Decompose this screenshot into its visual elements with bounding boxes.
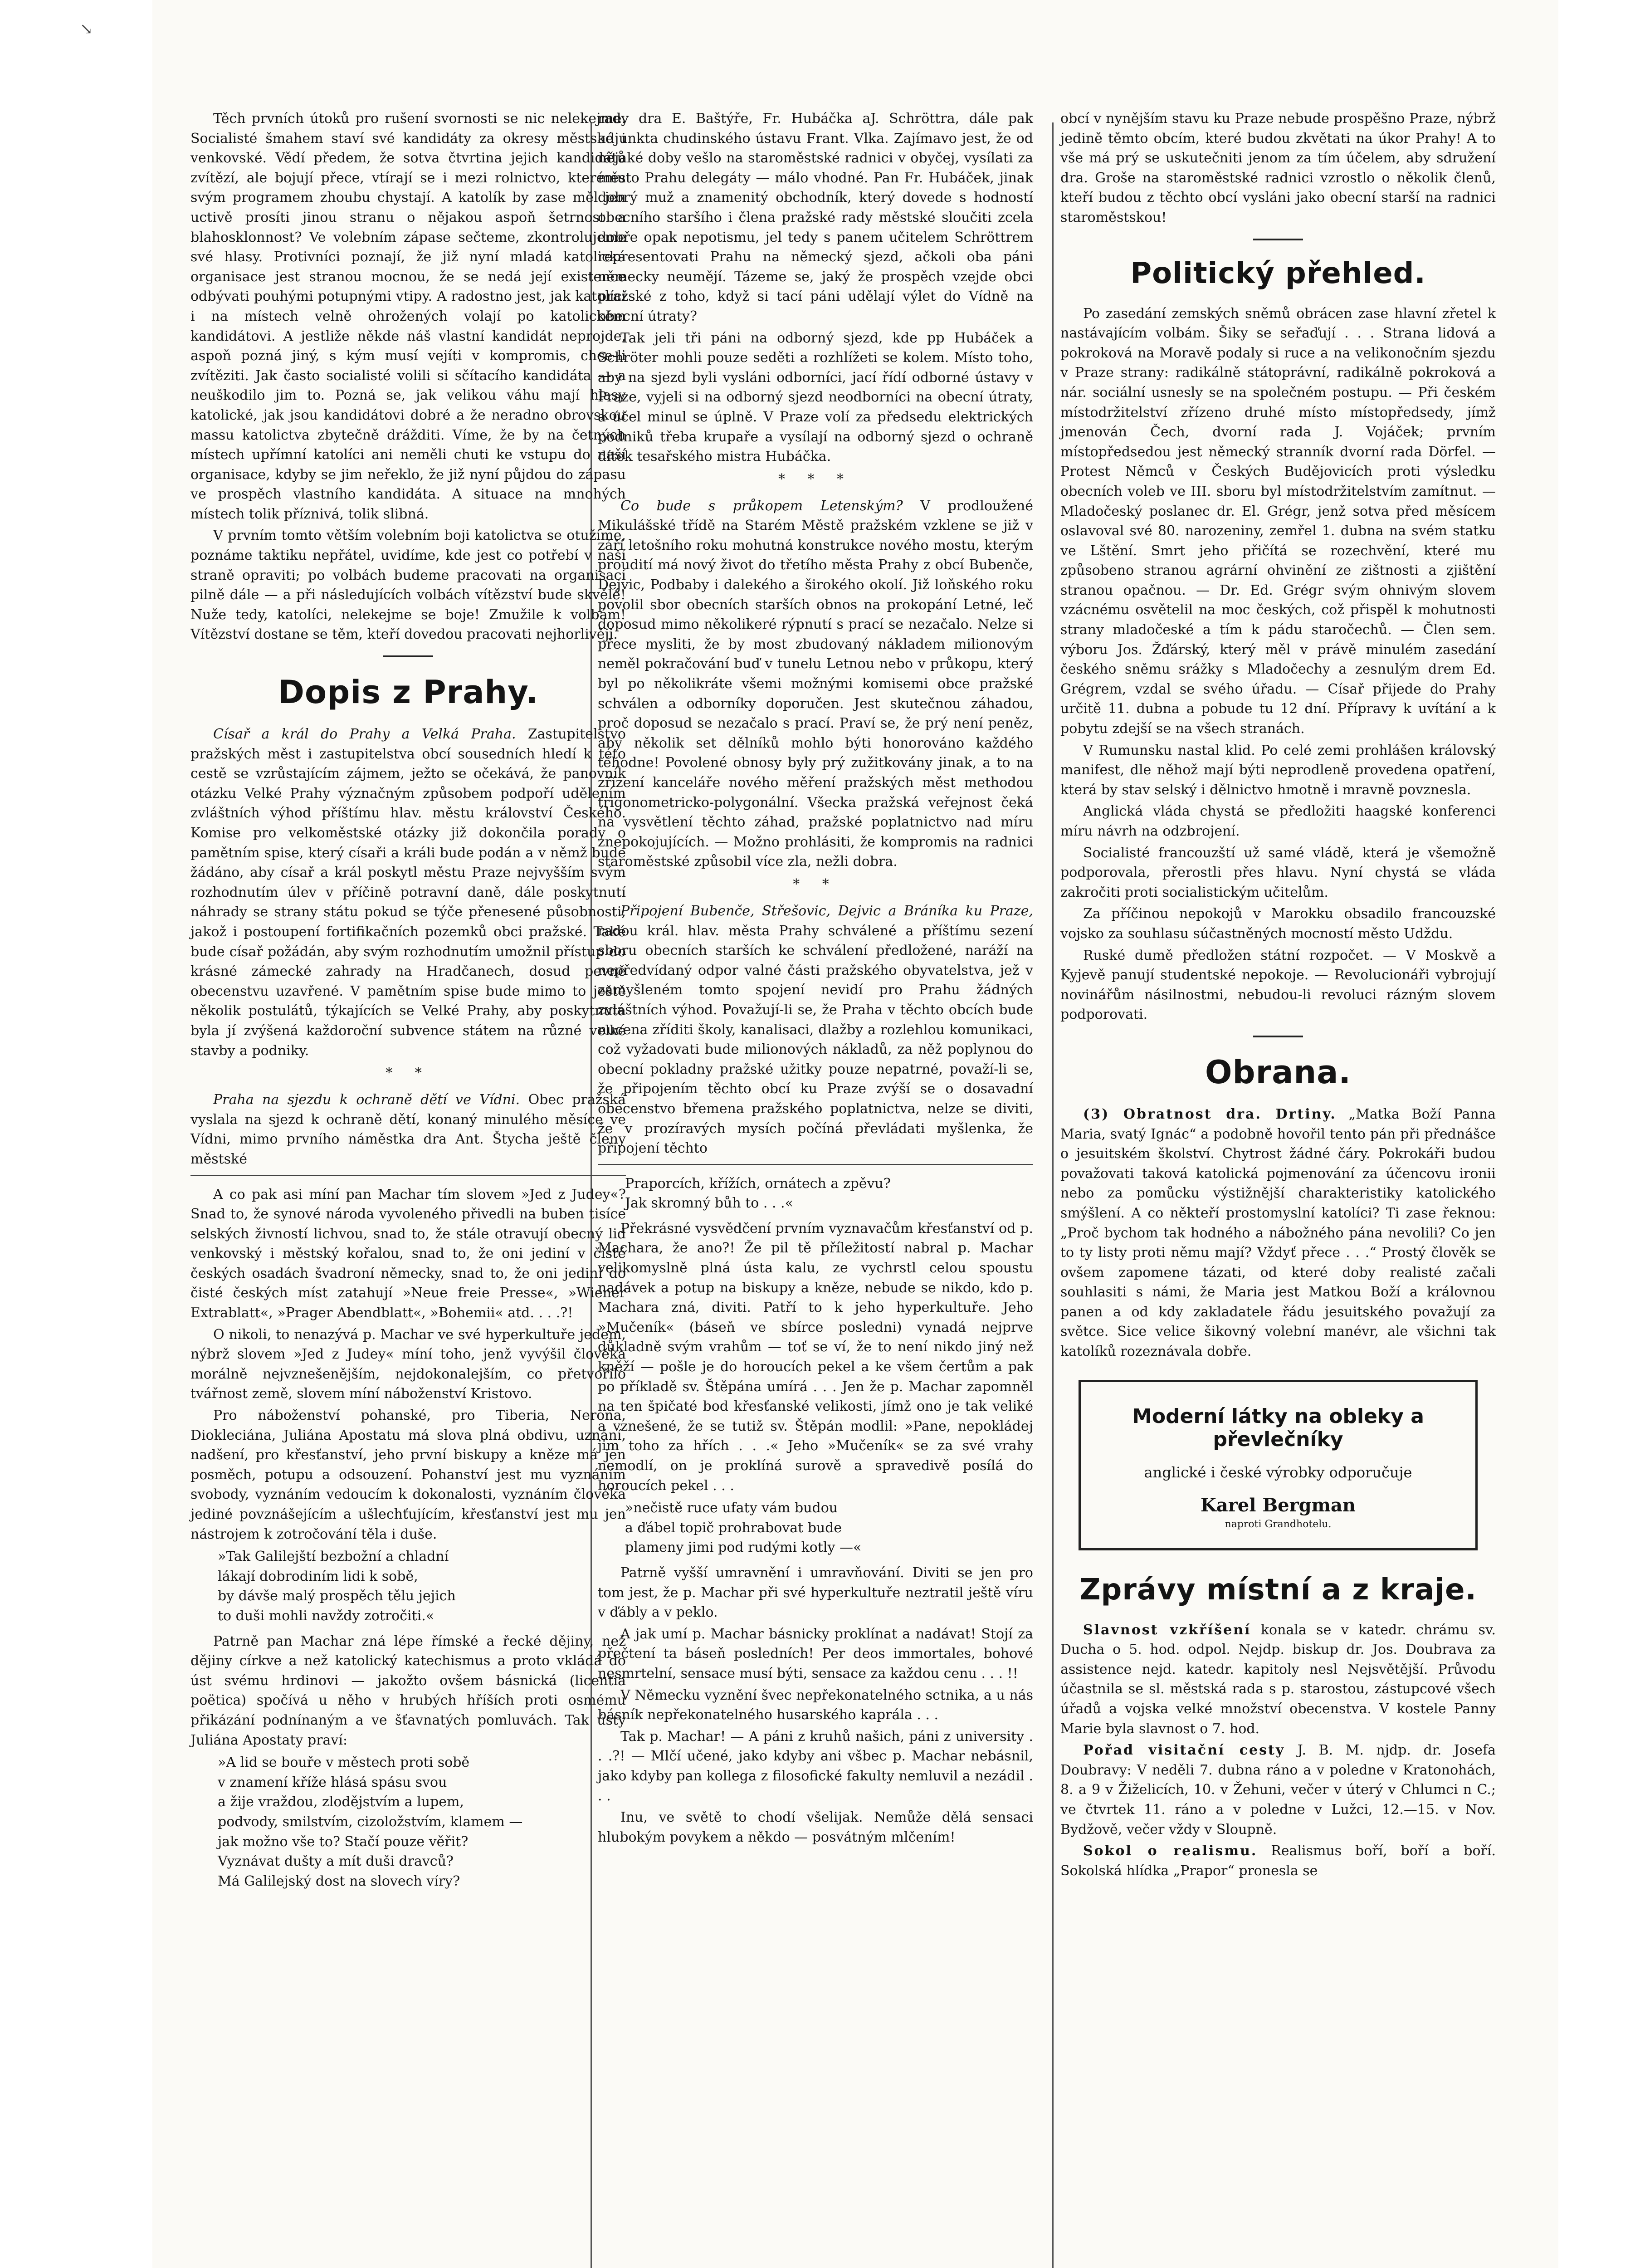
- article-paragraph: A jak umí p. Machar básnicky proklínat a nadávat! Stojí za přečtení ta báseň posledních! Per deos immortales, bohové nesmrtelní, sensace musí býti, sensace za každou cenu . . . !!: [598, 1626, 1033, 1681]
- article-title: Slavnost vzkříšení: [1083, 1622, 1251, 1638]
- article-text: V prodloužené Mikulášské třídě na Starém Městě pražském vzklene se již v září letošního roku mohutná konstrukce nového mostu, kterým proudití má nový život do třetího města Prahy z obcí Bubenče, Dejvic, Podbaby i dalekého a širokého okolí. Již loňského roku povolil sbor obecních starších obnos na prokopání Letné, leč doposud mimo několikeré rýpnutí s prací se nezačalo. Nelze si přece mysliti, že by most zbudovaný nákladem milionovým neměl pokračování buď v tunelu Letnou nebo v průkopu, který byl po několikráte všemi možnými komisemi obce pražské schválen a odborníky doporučen. Jest skutečnou záhadou, proč doposud se nezačalo s prací. Praví se, že prý není peněz, aby několik set dělníků mohlo býti honorováno každého téhodne! Povolené obnosy byly prý zužitkovány jinak, a to na zřízení kanceláře nového měření pražských měst methodou trigonometricko-polygonální. Všecka pražská veřejnost čeká na vysvětlení těchto záhad, pražské poplatnictvo nad míru znepokojujících. — Možno prohlásiti, že kompromis na radnici staroměstské způsobil více zla, nežli dobra.: [598, 498, 1033, 870]
- poem-line: v znamení kříže hlásá spásu svou: [218, 1774, 447, 1790]
- poem-quote: [218, 1753, 626, 1891]
- article-text: „Matka Boží Panna Maria, svatý Ignác“ a podobně hovořil tento pán při přednášce o jesuitském školství. Chytrost žádné čáry. Pokrokáři budou považovati taková katolická pojmenování za účencovu ironii nebo za pomůcku výstižnější charakteristiky katolického smýšlení. A co někteří prostomyslní katolíci? Ti zase řeknou: „Proč bychom tak hodného a nábožného pána nevolili? Co jen to ty listy proti němu mají? Vždyť přece . . .“ Prostý člověk se ovšem zapomene tázati, od které doby realisté začali souhlasiti s námi, že Maria jest Matkou Boží a královnou panen a od kdy zakladatele řádu jesuitského považují za světce. Sice velice šikovný volební manévr, ale všichni tak katolíků rozeznávala dobře.: [1060, 1106, 1496, 1360]
- article-title: Pořad visitační cesty: [1083, 1742, 1285, 1759]
- poem-line: Jak skromný bůh to . . .«: [625, 1195, 793, 1212]
- article-paragraph: obcí v nynějším stavu ku Praze nebude prospěšno Praze, nýbrž jedině těmto obcím, které budou zkvětati na úkor Prahy! A to vše má prý se uskutečniti jenom za tím účelem, aby sdružení dra. Groše na staroměstské radnici vzrostlo o několik členů, kteří budou z těchto obcí vysláni jako obecní starší na radnici staroměstskou!: [1060, 111, 1496, 225]
- article-text: radou král. hlav. města Prahy schválené a příštímu sezení sboru obecních starších ke schválení předložené, naráží na nepředvídaný odpor valné části pražského obyvatelstva, jež v zamyšleném tomto spojení nevidí pro Prahu žádných zvláštních výhod. Považují-li se, že Praha v těchto obcích bude nucena zříditi školy, kanalisaci, dlažby a rozlehlou komunikaci, což vyžadovati bude milionových nákladů, za něž poplynou do obecní pokladny pražské užitky pouze nepatrné, považí-li se, že připojením těchto obcí ku Praze zvýší se o dosavadní obecenstvo břemena pražského poplatnictva, nelze se diviti, že v prozíravých mysích počíná převládati myšlenka, že připojení těchto: [598, 923, 1033, 1157]
- poem-line: »nečistě ruce ufaty vám budou: [625, 1500, 838, 1516]
- poem-quote: [218, 1547, 626, 1626]
- article-paragraph: Za příčinou nepokojů v Marokku obsadilo francouzské vojsko za souhlasu súčastněných mocností město Udždu.: [1060, 906, 1496, 942]
- poem-line: Má Galilejský dost na slovech víry?: [218, 1873, 460, 1889]
- advertisement-box: [1079, 1380, 1478, 1550]
- ad-subtitle: anglické i české výrobky odporučuje: [1144, 1463, 1412, 1481]
- poem-line: Praporcích, křížích, ornátech a zpěvu?: [625, 1175, 891, 1192]
- poem-line: jak možno vše to? Stačí pouze věřit?: [218, 1833, 469, 1850]
- article-paragraph: Překrásné vysvědčení prvním vyznavačům křesťanství od p. Machara, že ano?! Že pil tě příležitostí nabral p. Machar velikomyslně plná ústa kalu, ze vychrstl celou spoustu nadávek a potup na biskupy a kněze, nebude se nikdo, kdo p. Machara zná, diviti. Patří to k jeho hyperkultuře. Jeho »Mučeník« (báseň ve sbírce posledni) vynadá nejprve důkladně svým vrahům — toť se ví, že to není nikdo jiný než kněží — pošle je do horoucích pekel a ke všem čertům a pak po příkladě sv. Štěpána umírá . . . Jen že p. Machar zapomněl na ten špičaté bod křesťanské velikosti, jímž ono je tak veliké a vznešené, že se tutiž sv. Štěpán modlil: »Pane, nepokládej jim toho za hřích . . .« Jeho »Mučeník« se za své vrahy nemodlí, on je proklíná surově a spravedivě posílá do horoucích pekel . . .: [598, 1220, 1033, 1494]
- article-title: Císař a král do Prahy a Velká Praha.: [213, 726, 516, 743]
- poem-line: Vyznávat dušty a mít duši dravců?: [218, 1853, 454, 1870]
- article-text: konala se v katedr. chrámu sv. Ducha o 5. hod. odpol. Nejdp. biskup dr. Jos. Doubrava za assistence nejd. katedr. kapitoly nesl Nejsvětější. Průvodu účastnila se sl. městská rada s p. starostou, zástupcové všech úřadů a vojska velké množství obecenstva. V kostele Panny Marie byla slavnost o 7. hod.: [1060, 1622, 1496, 1737]
- corner-mark: ↘: [80, 20, 93, 38]
- article-paragraph: Tak jeli tři páni na odborný sjezd, kde pp Hubáček a Schröter mohli pouze seděti a rozhlížeti se kolem. Místo toho, aby na sjezd byli vysláni odborníci, jací řídí odborné ústavy v Praze, vyjeli si na odborný sjezd neodborníci na obecní útraty, a účel minul se úplně. V Praze volí za předsedu elektrických podniků třeba krupaře a vysílají na odborný sjezd o ochraně dítek tesařského mistra Hubáčka.: [598, 330, 1033, 465]
- article-paragraph: Patrně pan Machar zná lépe římské a řecké dějiny, než dějiny církve a než katolický katechismus a proto vkládá do úst svému hrdinovi — jakožto ovšem básnická (licentia poëtica) spočívá u něho v hrubých hříších proti osmému přikázání podnínaným a ve šťavnatých pomluvách. Tak ústy Juliána Apostaty praví:: [190, 1633, 626, 1748]
- article-paragraph: Po zasedání zemských sněmů obrácen zase hlavní zřetel k nastávajícím volbám. Šiky se seřaďují . . . Strana lidová a pokroková na Moravě podaly si ruce a na velikonočním sjezdu v Praze strany: radikálně státoprávní, radikálně pokroková a nár. sociální usnesly se na společném postupu. — Při českém místodržitelství zřízeno druhé místo místopředsedy, jímž jmenován Čech, dvorní rada J. Vojáček; prvním místopředsedou jest německý stranník dvorní rada Dörfel. — Protest Němců v Českých Budějovicích proti výsledku obecních voleb ve III. sboru byl místodržitelstvím zamítnut. — Mladočeský poslanec dr. El. Grégr, jenž sotva před měsícem oslavoval své 80. narozeniny, zemřel 1. dubna na svém statku ve Lštění. Smrt jeho přičítá se rozechvění, které mu způsobeno stranou agrární ohvinění ze zištnosti a zjištění stranou opačnou. — Dr. Ed. Grégr svým ohnivým slovem vzácnému osvětelil na moc českých, což přispěl k mohutnosti strany mladočeské a tím k pádu staročechů. — Člen sem. výboru Jos. Žďárský, který měl v právě minulém zasedání českého sněmu srážky s Mladočechy a zesnulým drem Ed. Grégrem, vzdal se svého úřadu. — Císař přijede do Prahy určitě 11. dubna a pobude tu 12 dní. Přípravy k uvítání a k pobytu zdejší se na všech stranách.: [1060, 305, 1496, 737]
- ad-merchant-name: Karel Bergman: [1201, 1494, 1356, 1516]
- article-paragraph: O nikoli, to nenazývá p. Machar ve své hyperkultuře jedem, nýbrž slovem »Jed z Judey« míní toho, jenž vyvýšil člověka morálně nejvznešenějším, nejdokonalejším, co přetvořilo tvářnost země, slovem míní náboženství Kristovo.: [190, 1326, 626, 1402]
- section-heading-dopis: Dopis z Prahy.: [278, 674, 539, 711]
- section-heading-obrana: Obrana.: [1205, 1053, 1352, 1091]
- article-paragraph: V prvním tomto větším volebním boji katolictva se otužíme, poznáme taktiku nepřátel, uvidíme, kde jest co potřebí v naší straně opraviti; po volbách budeme pracovati na organisaci pilně dále — a při následujících volbách vítězství bude skvělé! Nuže tedy, katolíci, nelekejme se boje! Zmužile k volbám! Vítězství dostane se těm, kteří dovedou pracovati nejhorlivěji.: [190, 528, 626, 643]
- horizontal-rule: [190, 1175, 626, 1176]
- column-2: [598, 109, 1033, 1849]
- poem-line: to duši mohli navždy zotročiti.«: [218, 1608, 434, 1624]
- section-rule: [383, 655, 433, 657]
- section-heading-zpravy: Zprávy místní a z kraje.: [1079, 1573, 1477, 1607]
- poem-line: lákají dobrodiním lidi k sobě,: [218, 1568, 418, 1584]
- article-paragraph: Anglická vláda chystá se předložiti haagské konferenci míru návrh na odzbrojení.: [1060, 803, 1496, 839]
- poem-quote: [625, 1174, 1033, 1213]
- poem-line: »Tak Galilejští bezbožní a chladní: [218, 1549, 449, 1565]
- article-paragraph: Tak p. Machar! — A páni z kruhů našich, páni z university . . .?! — Mlčí učené, jako kdyby ani všbec p. Machar nebásnil, jako kdyby pan kollega z filosofické fakulty nemluvil a nezádil . . .: [598, 1728, 1033, 1804]
- poem-quote: [625, 1498, 1033, 1558]
- poem-line: »A lid se bouře v městech proti sobě: [218, 1755, 470, 1771]
- article-title: Co bude s průkopem Letenským?: [620, 498, 903, 514]
- article-paragraph: Pro náboženství pohanské, pro Tiberia, Nerona, Diokleciána, Juliána Apostatu má slova plná obdivu, uznání, nadšení, pro křesťanství, jeho první biskupy a kněze má jen posměch, potupu a odsouzení. Pohanství jest mu vyznáním svobody, vyznáním vedoucím k dokonalosti, vyznáním člověka jediné povznášejícím a ušlechťujícím, křesťanství jest mu jen nástrojem k zotročování těla i duše.: [190, 1408, 626, 1542]
- article-paragraph: Těch prvních útoků pro rušení svornosti se nic nelekejme. Socialisté šmahem staví své kandidáty za okresy městské i venkovské. Vědí předem, že sotva čtvrtina jejich kandidátů zvítězí, ale bojují přece, vtírají se i mezi rolnictvo, kterému svým programem zhoubu chystají. A katolík by zase měl jen uctivě prosíti jinou stranu o nějakou aspoň šetrnost a blahosklonnost? Ve volebním zápase sečteme, zkontrolujeme své hlasy. Protivníci poznají, že již nyní mladá katolická organisace jest stranou mocnou, že se nedá její existence odbývati pouhými potupnými vtipy. A radostno jest, jak katolíci i na místech velně ohrožených volají po katolickém kandidátovi. A jestliže někde náš vlastní kandidát neprojde, aspoň pozná jiný, s kým musí vejíti v kompromis, chce-li zvítěziti. Jak často socialisté volili si sčítacího kandidáta — a neuškodilo jim to. Pozná se, jak velikou váhu mají hlasy katolické, jak jsou kandidátovi dobré a že neradno obrovskou massu katolictva zbytečně drážditi. Víme, že by na četných místech upřímní katolíci ani neměli chuti ke vstupu do naší organisace, kdyby se jim neřeklo, že již nyní půjdou do zápasu ve prospěch vlastního kandidáta. A situace na mnohých místech tolik příznivá, tolik slibná.: [190, 111, 626, 522]
- column-divider: [1052, 122, 1054, 2268]
- poem-line: a žije vraždou, zlodějstvím a lupem,: [218, 1794, 464, 1810]
- article-text: Obec pražská vyslala na sjezd k ochraně dětí, konaný minulého měsíce ve Vídni, mimo prvního náměstka dra Ant. Štycha ještě členy městské: [190, 1092, 626, 1167]
- poem-line: plameny jimi pod rudými kotly —«: [625, 1540, 862, 1556]
- article-title: (3) Obratnost dra. Drtiny.: [1083, 1106, 1337, 1122]
- article-paragraph: Inu, ve světě to chodí všelijak. Nemůže dělá sensaci hlubokým povykem a někdo — posvátným mlčením!: [598, 1809, 1033, 1845]
- article-text: Zastupitelstvo pražských měst i zastupitelstva obcí sousedních hledí k této cestě se vzrůstajícím zájmem, ježto se očekává, že panovník otázku Velké Prahy význačným způsobem podpoří udělením zvláštních výhod příštímu hlav. městu království Českého. Komise pro velkoměstské otázky již dokončila porady o pamětním spise, který císaři a králi bude podán a v němž bude žádáno, aby císař a král poskytl městu Praze nejvyšším svým rozhodnutím úlev v příčině potravní daně, dále poskytnutí náhrady se strany státu pokud se týče přenesené působnosti, jakož i postoupení fortifikačních pozemků obci pražské. Také bude císař požádán, aby svým rozhodnutím umožnil přístup do krásné zámecké zahrady na Hradčanech, dosud pevně obecenstvu uzavřené. V pamětním spise bude mimo to ještě několik postulátů, týkajících se Velké Prahy, aby poskytnuta byla jí zvýšená každoroční subvence státem na různé velké stavby a podniky.: [190, 726, 626, 1059]
- column-1: [190, 109, 626, 1897]
- separator-stars: * *: [386, 1065, 431, 1081]
- horizontal-rule: [598, 1164, 1033, 1165]
- separator-stars: * * *: [778, 471, 853, 487]
- poem-line: podvody, smilstvím, cizoložstvím, klamem —: [218, 1813, 523, 1830]
- section-heading-politicky: Politický přehled.: [1130, 256, 1426, 290]
- poem-line: by dávše malý prospěch tělu jejich: [218, 1588, 456, 1604]
- article-paragraph: V Rumunsku nastal klid. Po celé zemi prohlášen královský manifest, dle něhož mají býti neprodleně provedena opatření, která by stav selský i dělnictvo hmotně i mravně povznesla.: [1060, 742, 1496, 798]
- article-paragraph: Socialisté francouzští už samé vládě, která je všemožně podporovala, přerostli přes hlavu. Nyní chystá se vláda zakročiti proti socialistickým učitelům.: [1060, 845, 1496, 900]
- article-paragraph: A co pak asi míní pan Machar tím slovem »Jed z Judey«? Snad to, že synové národa vyvoleného přivedli na buben tisíce selských živností lichvou, snad to, že stále otravují obecný lid venkovský i městský kořalou, snad to, že oni jediní v čisté českých osadách švadroní německy, snad to, že oni jediní do čisté českých míst zatahují »Neue freie Presse«, »Wiener Extrablatt«, »Prager Abendblatt«, »Bohemii« atd. . . .?!: [190, 1186, 626, 1321]
- ad-title: Moderní látky na obleky a převlečníky: [1132, 1404, 1424, 1451]
- article-paragraph: V Německu vyznění švec nepřekonatelného sctnika, a u nás básník nepřekonatelného husarského kaprála . . .: [598, 1687, 1033, 1723]
- article-title: Připojení Bubenče, Střešovic, Dejvic a Bráníka ku Praze,: [620, 903, 1033, 919]
- article-text: J. B. M. njdp. dr. Josefa Doubravy: V neděli 7. dubna ráno a v poledne v Kratonohách, 8. a 9 v Žiželicích, 10. v Žehuni, večer v úterý v Chlumci n C.; ve čtvrtek 11. ráno a v poledne v Lužci, 12.—15. v Nov. Bydžově, večer vždy v Sloupně.: [1060, 1742, 1496, 1838]
- article-paragraph: Patrně vyšší umravnění i umravňování. Diviti se jen pro tom jest, že p. Machar při své hyperkultuře neztratil ještě víru v ďábly a v peklo.: [598, 1564, 1033, 1621]
- article-title: Sokol o realismu.: [1083, 1843, 1258, 1859]
- article-title: Praha na sjezdu k ochraně dětí ve Vídni.: [213, 1092, 520, 1108]
- article-text: Realismus boří, boří a boří. Sokolská hlídka „Prapor“ pronesla se: [1060, 1843, 1496, 1879]
- ad-address: naproti Grandhotelu.: [1225, 1518, 1332, 1530]
- article-paragraph: rady dra E. Baštýře, Fr. Hubáčka aJ. Schröttra, dále pak adjunkta chudinského ústavu Frant. Vlka. Zajímavo jest, že od nějaké doby vešlo na staroměstské radnici v obyčej, vysílati za město Prahu delegáty — málo vhodné. Pan Fr. Hubáček, jinak dobrý muž a znamenitý obchodník, který dovede s hodností obecního staršího i člena pražské rady městské sloučiti zcela dobře opak nepotismu, jel tedy s panem učitelem Schröttrem representovati Prahu na německý sjezd, ačkoli oba páni německy neumějí. Tázeme se, jaký že prospěch vzejde obci pražské z toho, když si tací páni udělají výlet do Vídně na obecní útraty?: [598, 111, 1033, 324]
- section-rule: [1253, 1036, 1303, 1037]
- poem-line: a ďábel topič prohrabovat bude: [625, 1520, 842, 1536]
- section-rule: [1253, 239, 1303, 240]
- article-paragraph: Ruské dumě předložen státní rozpočet. — V Moskvě a Kyjevě panují studentské nepokoje. — Revolucionáři vybrojují novinářům násilnostmi, nebudou-li revoluci rázným slovem podporovati.: [1060, 947, 1496, 1023]
- separator-stars: * *: [793, 876, 838, 892]
- column-3: [1060, 109, 1496, 1882]
